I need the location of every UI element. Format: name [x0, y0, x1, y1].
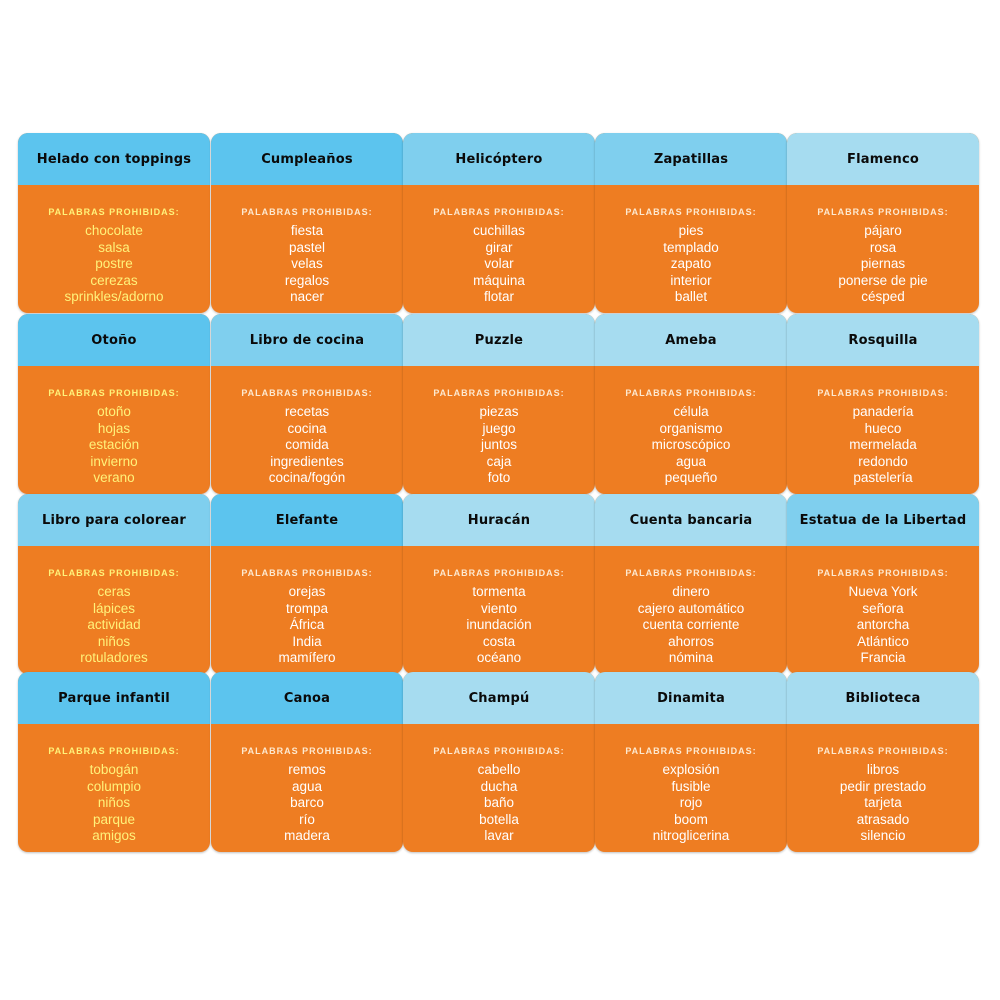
forbidden-word: agua — [675, 453, 707, 469]
forbidden-word: rosa — [869, 239, 897, 255]
forbidden-word: girar — [485, 239, 513, 255]
card-title: Cumpleaños — [261, 151, 353, 167]
forbidden-word: tormenta — [472, 584, 526, 599]
forbidden-word: ahorros — [668, 633, 714, 649]
forbidden-word-list — [211, 223, 403, 306]
forbidden-word: agua — [291, 778, 323, 794]
forbidden-words-label: PALABRAS PROHIBIDAS: — [433, 746, 565, 756]
forbidden-word: juego — [482, 420, 516, 436]
forbidden-word-list — [211, 404, 403, 487]
card-parque-infantil — [18, 672, 210, 852]
card-header — [787, 314, 979, 366]
forbidden-word: niños — [97, 633, 131, 649]
card-body — [211, 546, 403, 674]
forbidden-word: interior — [670, 272, 712, 288]
forbidden-word: Francia — [860, 650, 906, 665]
forbidden-words-label: PALABRAS PROHIBIDAS: — [625, 568, 757, 578]
forbidden-word: nacer — [290, 289, 324, 304]
forbidden-word: nómina — [668, 650, 714, 665]
card-header — [787, 672, 979, 724]
forbidden-word: columpio — [86, 778, 142, 794]
forbidden-words-label: PALABRAS PROHIBIDAS: — [817, 568, 949, 578]
forbidden-words-label: PALABRAS PROHIBIDAS: — [817, 746, 949, 756]
card-header — [18, 314, 210, 366]
card-helicoptero — [403, 133, 595, 313]
card-body — [18, 366, 210, 494]
card-body — [787, 546, 979, 674]
forbidden-words-label: PALABRAS PROHIBIDAS: — [817, 207, 949, 217]
card-title: Flamenco — [847, 151, 919, 167]
forbidden-word-list — [787, 223, 979, 306]
forbidden-words-label: PALABRAS PROHIBIDAS: — [48, 207, 180, 217]
forbidden-word: dinero — [672, 584, 710, 599]
forbidden-words-label: PALABRAS PROHIBIDAS: — [625, 746, 757, 756]
forbidden-word: antorcha — [856, 617, 910, 632]
card-body — [211, 366, 403, 494]
forbidden-word: microscópico — [651, 437, 731, 452]
card-title: Cuenta bancaria — [629, 512, 753, 528]
forbidden-word: pedir prestado — [839, 778, 927, 794]
card-body — [18, 185, 210, 313]
forbidden-word: barco — [290, 795, 324, 810]
forbidden-word: zapato — [670, 256, 712, 271]
forbidden-word: cerezas — [90, 272, 138, 288]
forbidden-word: césped — [861, 289, 905, 304]
card-title: Biblioteca — [845, 690, 921, 706]
forbidden-word: foto — [487, 470, 511, 485]
forbidden-word: inundación — [466, 617, 532, 632]
card-header — [18, 494, 210, 546]
forbidden-words-label: PALABRAS PROHIBIDAS: — [817, 388, 949, 398]
card-title: Parque infantil — [58, 690, 170, 706]
forbidden-word: tobogán — [89, 762, 139, 777]
forbidden-word-list — [403, 584, 595, 667]
card-rosquilla — [787, 314, 979, 494]
card-flamenco — [787, 133, 979, 313]
forbidden-word: comida — [285, 437, 329, 452]
forbidden-word: mermelada — [849, 437, 917, 452]
forbidden-word: cuenta corriente — [642, 617, 740, 632]
card-header — [787, 494, 979, 546]
forbidden-word: pastel — [288, 239, 326, 255]
forbidden-words-label: PALABRAS PROHIBIDAS: — [433, 568, 565, 578]
forbidden-word: libros — [866, 762, 900, 777]
forbidden-word-list — [595, 223, 787, 306]
forbidden-word: África — [289, 617, 325, 632]
card-elefante — [211, 494, 403, 674]
forbidden-word-list — [211, 584, 403, 667]
forbidden-word: máquina — [473, 272, 525, 288]
forbidden-word: niños — [97, 795, 131, 810]
card-helado-con-toppings — [18, 133, 210, 313]
forbidden-word: piezas — [479, 404, 519, 419]
forbidden-word: organismo — [659, 420, 723, 436]
card-body — [403, 366, 595, 494]
forbidden-word-list — [18, 762, 210, 845]
card-header — [403, 494, 595, 546]
card-champu — [403, 672, 595, 852]
forbidden-word-list — [787, 584, 979, 667]
forbidden-word: pequeño — [664, 470, 718, 485]
card-title: Helado con toppings — [36, 151, 192, 167]
forbidden-word: recetas — [284, 404, 330, 419]
forbidden-words-label: PALABRAS PROHIBIDAS: — [48, 388, 180, 398]
card-header — [595, 494, 787, 546]
forbidden-word: boom — [674, 811, 708, 827]
forbidden-word: orejas — [288, 584, 326, 599]
forbidden-word-list — [595, 762, 787, 845]
card-title: Zapatillas — [653, 151, 729, 167]
forbidden-word: ceras — [97, 584, 131, 599]
forbidden-word: cocina/fogón — [268, 470, 346, 485]
card-title: Helicóptero — [455, 151, 543, 167]
forbidden-word: trompa — [285, 600, 329, 616]
forbidden-word: cajero automático — [637, 600, 745, 616]
forbidden-word-list — [211, 762, 403, 845]
card-title: Puzzle — [474, 332, 524, 348]
forbidden-words-label: PALABRAS PROHIBIDAS: — [625, 207, 757, 217]
forbidden-word: hueco — [864, 420, 902, 436]
card-header — [595, 672, 787, 724]
forbidden-word: viento — [480, 600, 518, 616]
forbidden-word: río — [299, 811, 315, 827]
forbidden-word: lavar — [484, 828, 514, 843]
card-header — [595, 133, 787, 185]
card-body — [18, 546, 210, 674]
card-title: Dinamita — [657, 690, 725, 706]
forbidden-word: atrasado — [856, 811, 910, 827]
card-body — [595, 546, 787, 674]
forbidden-word: India — [292, 633, 322, 649]
forbidden-word: remos — [288, 762, 326, 777]
forbidden-word-list — [403, 762, 595, 845]
forbidden-word: Atlántico — [857, 633, 909, 649]
forbidden-word: lápices — [92, 600, 136, 616]
card-body — [595, 366, 787, 494]
forbidden-word: mamífero — [278, 650, 336, 665]
forbidden-word: parque — [92, 811, 136, 827]
card-body — [595, 185, 787, 313]
card-canoa — [211, 672, 403, 852]
forbidden-word: océano — [476, 650, 522, 665]
forbidden-words-label: PALABRAS PROHIBIDAS: — [433, 388, 565, 398]
card-header — [787, 133, 979, 185]
forbidden-word: cabello — [477, 762, 521, 777]
forbidden-word: pastelería — [853, 470, 913, 485]
forbidden-word: explosión — [662, 762, 720, 777]
card-body — [211, 185, 403, 313]
forbidden-word: nitroglicerina — [652, 828, 730, 843]
card-header — [211, 672, 403, 724]
forbidden-word: pájaro — [864, 223, 902, 238]
card-body — [595, 724, 787, 852]
card-title: Estatua de la Libertad — [799, 512, 967, 528]
card-title: Canoa — [283, 690, 331, 706]
card-body — [18, 724, 210, 852]
card-libro-para-colorear — [18, 494, 210, 674]
card-ameba — [595, 314, 787, 494]
card-puzzle — [403, 314, 595, 494]
card-header — [18, 672, 210, 724]
forbidden-word: volar — [484, 256, 514, 271]
forbidden-word: cocina — [287, 420, 327, 436]
card-dinamita — [595, 672, 787, 852]
forbidden-words-label: PALABRAS PROHIBIDAS: — [48, 746, 180, 756]
forbidden-word: panadería — [852, 404, 914, 419]
card-otono — [18, 314, 210, 494]
forbidden-word: fiesta — [290, 223, 324, 238]
forbidden-word: chocolate — [85, 223, 143, 238]
card-body — [403, 185, 595, 313]
card-title: Libro de cocina — [249, 332, 365, 348]
card-cuenta-bancaria — [595, 494, 787, 674]
forbidden-words-label: PALABRAS PROHIBIDAS: — [241, 568, 373, 578]
forbidden-word-list — [18, 404, 210, 487]
card-body — [787, 724, 979, 852]
forbidden-word-list — [595, 404, 787, 487]
card-biblioteca — [787, 672, 979, 852]
forbidden-word: juntos — [480, 437, 518, 452]
forbidden-word: silencio — [860, 828, 906, 843]
forbidden-word: rojo — [679, 795, 703, 810]
forbidden-word: flotar — [483, 289, 514, 304]
forbidden-word-list — [18, 223, 210, 306]
forbidden-word-list — [18, 584, 210, 667]
forbidden-word: regalos — [284, 272, 330, 288]
card-header — [211, 314, 403, 366]
forbidden-word: fusible — [671, 778, 711, 794]
card-estatua-de-la-libertad — [787, 494, 979, 674]
forbidden-word: ducha — [480, 778, 518, 794]
card-title: Libro para colorear — [42, 512, 186, 528]
forbidden-word: amigos — [92, 828, 136, 843]
forbidden-word: sprinkles/adorno — [64, 289, 164, 304]
card-title: Ameba — [665, 332, 717, 348]
forbidden-word-list — [403, 404, 595, 487]
forbidden-word: Nueva York — [848, 584, 918, 599]
forbidden-word: pies — [678, 223, 704, 238]
forbidden-words-label: PALABRAS PROHIBIDAS: — [241, 388, 373, 398]
forbidden-word: piernas — [860, 256, 906, 271]
forbidden-words-label: PALABRAS PROHIBIDAS: — [48, 568, 180, 578]
forbidden-word: verano — [93, 470, 135, 485]
forbidden-word: caja — [486, 453, 512, 469]
card-header — [595, 314, 787, 366]
forbidden-word: célula — [673, 404, 709, 419]
forbidden-word: costa — [482, 633, 516, 649]
forbidden-word: ponerse de pie — [838, 272, 928, 288]
forbidden-word: botella — [479, 811, 519, 827]
forbidden-word: ingredientes — [270, 453, 344, 469]
card-zapatillas — [595, 133, 787, 313]
card-cumpleanos — [211, 133, 403, 313]
card-title: Huracán — [467, 512, 531, 528]
forbidden-word: otoño — [97, 404, 131, 419]
forbidden-words-label: PALABRAS PROHIBIDAS: — [241, 746, 373, 756]
forbidden-word-list — [787, 762, 979, 845]
card-title: Champú — [468, 690, 530, 706]
forbidden-word: ballet — [674, 289, 708, 304]
forbidden-word: madera — [284, 828, 330, 843]
forbidden-word: estación — [88, 437, 140, 452]
forbidden-word-list — [787, 404, 979, 487]
card-body — [403, 546, 595, 674]
forbidden-word: baño — [483, 795, 515, 810]
forbidden-word: rotuladores — [80, 650, 148, 665]
card-libro-de-cocina — [211, 314, 403, 494]
card-header — [211, 494, 403, 546]
forbidden-word-list — [403, 223, 595, 306]
card-body — [403, 724, 595, 852]
forbidden-word: cuchillas — [473, 223, 525, 238]
card-body — [211, 724, 403, 852]
card-header — [211, 133, 403, 185]
card-title: Rosquilla — [848, 332, 918, 348]
card-header — [403, 672, 595, 724]
forbidden-word-list — [595, 584, 787, 667]
forbidden-words-label: PALABRAS PROHIBIDAS: — [433, 207, 565, 217]
forbidden-word: postre — [95, 256, 133, 271]
forbidden-word: hojas — [97, 420, 131, 436]
card-huracan — [403, 494, 595, 674]
forbidden-word: señora — [862, 600, 904, 616]
card-header — [403, 133, 595, 185]
forbidden-word: salsa — [98, 239, 130, 255]
forbidden-word: actividad — [87, 617, 141, 632]
card-title: Otoño — [91, 332, 137, 348]
forbidden-word: velas — [291, 256, 323, 271]
card-body — [787, 185, 979, 313]
forbidden-words-label: PALABRAS PROHIBIDAS: — [241, 207, 373, 217]
forbidden-words-label: PALABRAS PROHIBIDAS: — [625, 388, 757, 398]
card-header — [403, 314, 595, 366]
card-header — [18, 133, 210, 185]
forbidden-word: invierno — [90, 453, 138, 469]
forbidden-word: templado — [663, 239, 719, 255]
card-title: Elefante — [275, 512, 339, 528]
forbidden-word: tarjeta — [864, 795, 902, 810]
card-body — [787, 366, 979, 494]
forbidden-word: redondo — [858, 453, 908, 469]
